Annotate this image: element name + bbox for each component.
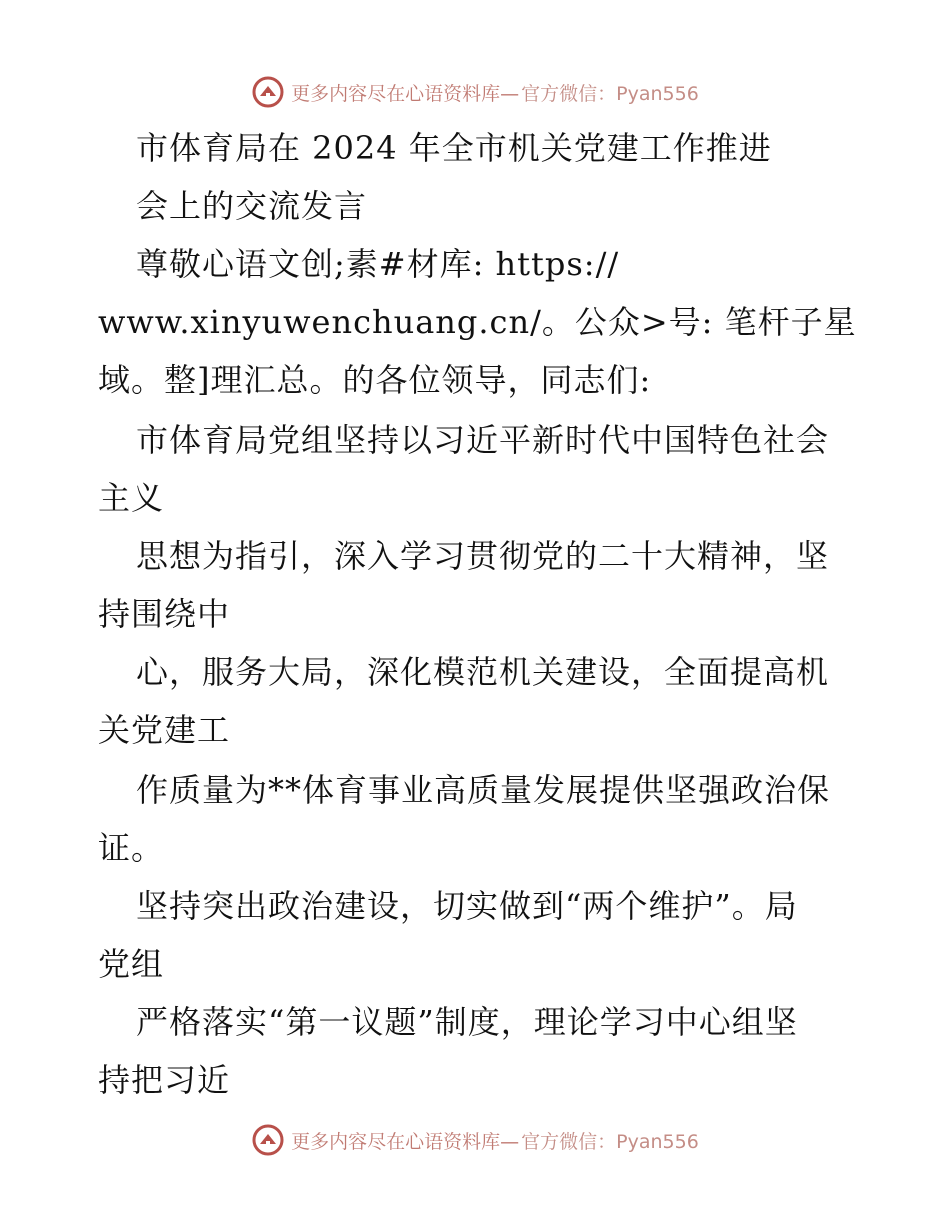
book-logo-icon xyxy=(251,75,285,109)
paragraph-line: 坚持突出政治建设，切实做到“两个维护”。局 xyxy=(136,887,798,925)
paragraph-line: 主义 xyxy=(98,479,165,517)
document-title-line-1: 市体育局在 2024 年全市机关党建工作推进 xyxy=(136,129,772,167)
watermark-wechat: 官方微信：Pyan556 xyxy=(521,1130,699,1153)
paragraph-line: 市体育局党组坚持以习近平新时代中国特色社会 xyxy=(136,421,830,459)
paragraph-line: 证。 xyxy=(98,829,165,867)
paragraph-line: 严格落实“第一议题”制度，理论学习中心组坚 xyxy=(136,1003,798,1041)
watermark-text: 更多内容尽在心语资料库— xyxy=(291,1130,520,1153)
document-title-line-2: 会上的交流发言 xyxy=(136,187,368,225)
paragraph-line: 持把习近 xyxy=(98,1061,231,1099)
paragraph-line: 尊敬心语文创;素#材库: https:// xyxy=(136,245,620,283)
footer-watermark xyxy=(0,1120,950,1160)
book-logo-icon xyxy=(251,1123,285,1157)
header-watermark xyxy=(0,72,950,112)
watermark-text: 更多内容尽在心语资料库— xyxy=(291,82,520,105)
watermark-wechat: 官方微信：Pyan556 xyxy=(521,82,699,105)
paragraph-line: 关党建工 xyxy=(98,711,231,749)
paragraph-line: 党组 xyxy=(98,945,165,983)
paragraph-line: 持围绕中 xyxy=(98,595,231,633)
paragraph-line: 作质量为**体育事业高质量发展提供坚强政治保 xyxy=(136,771,831,809)
paragraph-line: www.xinyuwenchuang.cn/。公众>号: 笔杆子星 xyxy=(98,303,857,341)
paragraph-line: 思想为指引，深入学习贯彻党的二十大精神，坚 xyxy=(136,537,830,575)
paragraph-line: 心，服务大局，深化模范机关建设，全面提高机 xyxy=(136,653,830,691)
paragraph-line: 域。整]理汇总。的各位领导，同志们: xyxy=(98,361,652,399)
